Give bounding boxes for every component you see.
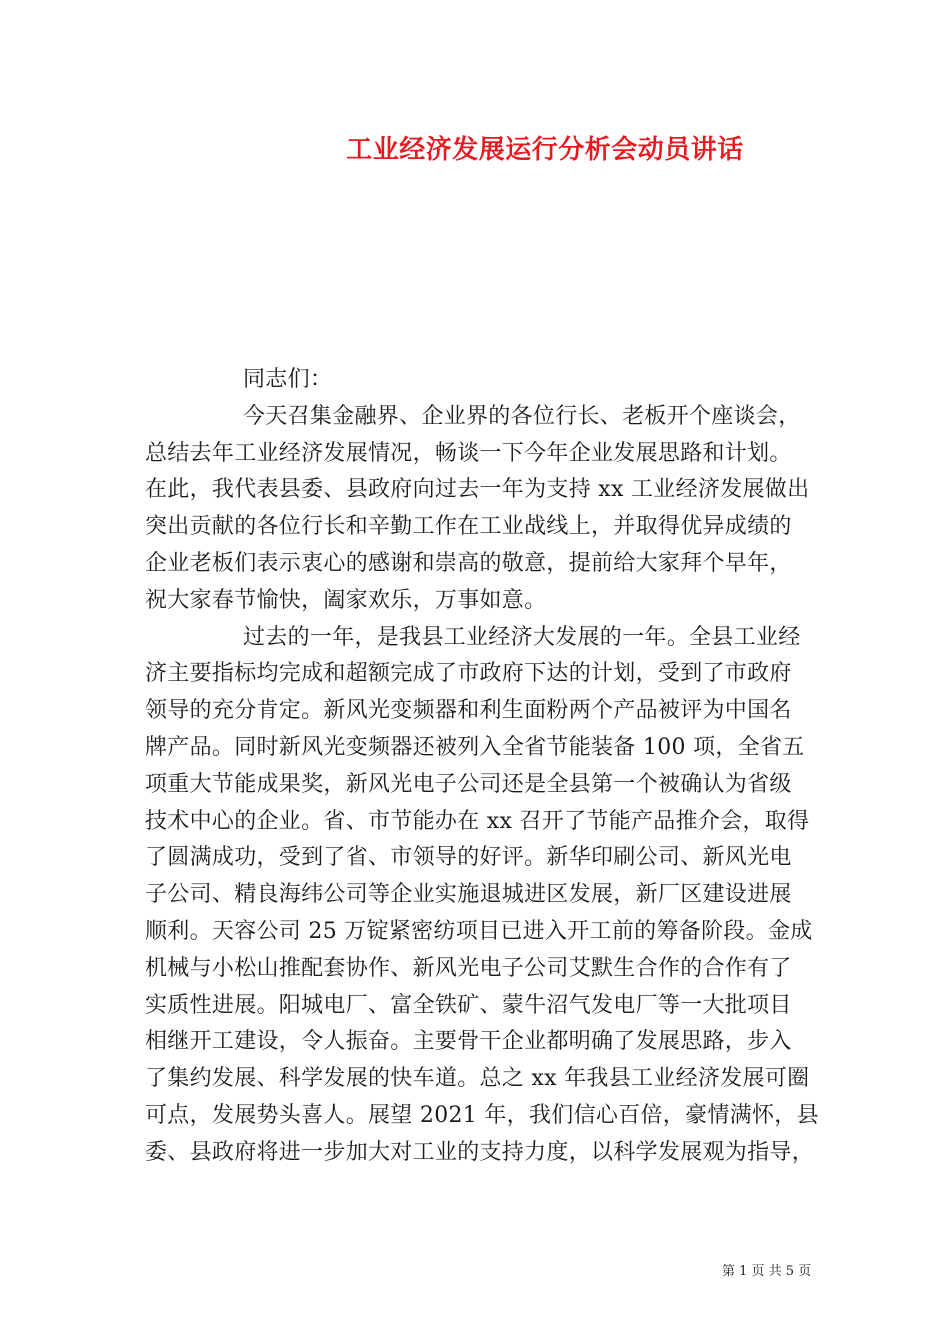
text-line: 实质性进展。阳城电厂、富全铁矿、蒙牛沼气发电厂等一大批项目 <box>145 992 792 1018</box>
text-line: 顺利。天容公司 25 万锭紧密纺项目已进入开工前的筹备阶段。金成 <box>145 918 813 944</box>
document-title: 工业经济发展运行分析会动员讲话 <box>346 135 744 165</box>
text-line: 总结去年工业经济发展情况，畅谈一下今年企业发展思路和计划。 <box>145 440 792 466</box>
page-footer: 第 1 页 共 5 页 <box>722 1264 812 1279</box>
salutation-line: 同志们： <box>243 367 333 392</box>
text-line: 祝大家春节愉快，阖家欢乐，万事如意。 <box>145 587 547 613</box>
text-line: 子公司、精良海纬公司等企业实施退城进区发展，新厂区建设进展 <box>145 882 792 908</box>
text-line: 可点，发展势头喜人。展望 2021 年，我们信心百倍，豪情满怀，县 <box>145 1102 819 1128</box>
text-line: 企业老板们表示衷心的感谢和崇高的敬意，提前给大家拜个早年， <box>145 550 792 576</box>
text-line: 今天召集金融界、企业界的各位行长、老板开个座谈会， <box>243 403 801 429</box>
text-line: 委、县政府将进一步加大对工业的支持力度，以科学发展观为指导， <box>145 1139 815 1165</box>
text-line: 在此，我代表县委、县政府向过去一年为支持 xx 工业经济发展做出 <box>145 477 810 503</box>
text-line: 牌产品。同时新风光变频器还被列入全省节能装备 100 项，全省五 <box>145 734 805 760</box>
text-line: 过去的一年，是我县工业经济大发展的一年。全县工业经 <box>243 624 801 650</box>
text-line: 相继开工建设，令人振奋。主要骨干企业都明确了发展思路，步入 <box>145 1029 792 1055</box>
text-line: 突出贡献的各位行长和辛勤工作在工业战线上，并取得优异成绩的 <box>145 514 792 540</box>
text-line: 领导的充分肯定。新风光变频器和利生面粉两个产品被评为中国名 <box>145 698 792 724</box>
text-line: 了集约发展、科学发展的快车道。总之 xx 年我县工业经济发展可圈 <box>145 1066 810 1092</box>
text-line: 机械与小松山推配套协作、新风光电子公司艾默生合作的合作有了 <box>145 955 792 981</box>
text-line: 济主要指标均完成和超额完成了市政府下达的计划，受到了市政府 <box>145 661 792 687</box>
text-line: 技术中心的企业。省、市节能办在 xx 召开了节能产品推介会，取得 <box>145 808 810 834</box>
text-line: 项重大节能成果奖，新风光电子公司还是全县第一个被确认为省级 <box>145 771 792 797</box>
text-line: 了圆满成功，受到了省、市领导的好评。新华印刷公司、新风光电 <box>145 845 792 871</box>
document-body <box>145 362 825 1172</box>
